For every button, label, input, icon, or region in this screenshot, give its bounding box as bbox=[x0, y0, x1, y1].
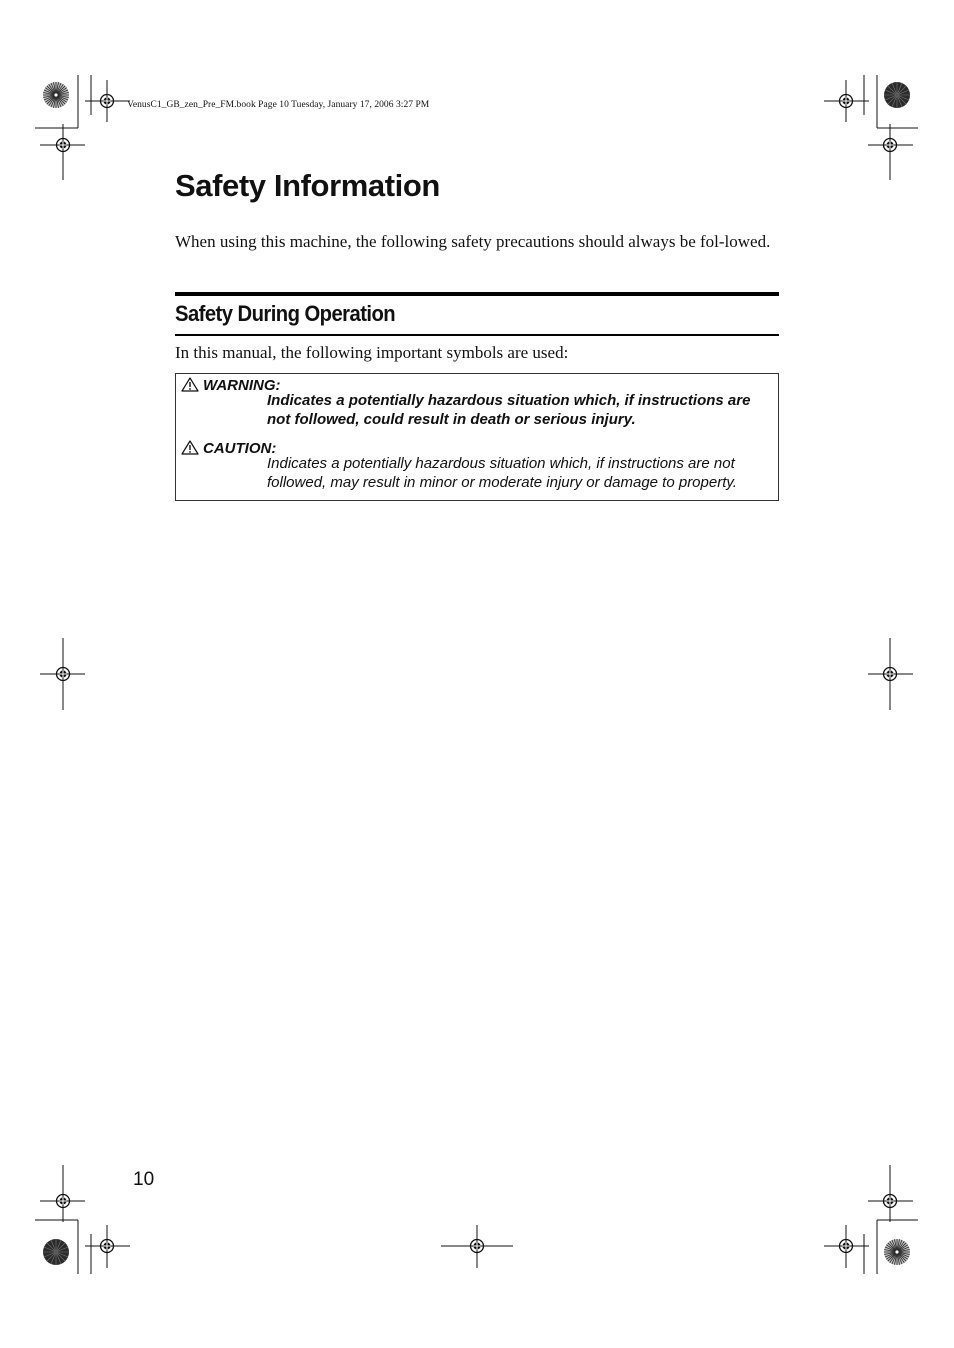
section-rule-bottom bbox=[175, 334, 779, 336]
intro-paragraph: When using this machine, the following safety precautions should always be fol-lowed. bbox=[175, 232, 771, 251]
print-header-info: VenusC1_GB_zen_Pre_FM.book Page 10 Tuesday, January 17, 2006 3:27 PM bbox=[127, 100, 430, 110]
warning-description: Indicates a potentially hazardous situation which, if instructions are not followed, could result in death or serious injury. bbox=[267, 392, 751, 428]
section-title: Safety During Operation bbox=[175, 301, 396, 326]
safety-symbols-box bbox=[175, 373, 779, 501]
page-number: 10 bbox=[133, 1169, 155, 1190]
warning-triangle-icon bbox=[181, 377, 199, 392]
caution-description: Indicates a potentially hazardous situation which, if instructions are not followed, may result in minor or moderate injury or damage to property. bbox=[267, 455, 737, 491]
warning-heading bbox=[181, 377, 281, 395]
page-title: Safety Information bbox=[175, 168, 440, 203]
section-rule-top bbox=[175, 292, 779, 296]
caution-heading bbox=[181, 440, 276, 458]
warning-label: WARNING: bbox=[203, 377, 281, 394]
symbols-intro: In this manual, the following important symbols are used: bbox=[175, 343, 569, 362]
caution-label: CAUTION: bbox=[203, 440, 277, 457]
caution-triangle-icon bbox=[181, 440, 199, 455]
